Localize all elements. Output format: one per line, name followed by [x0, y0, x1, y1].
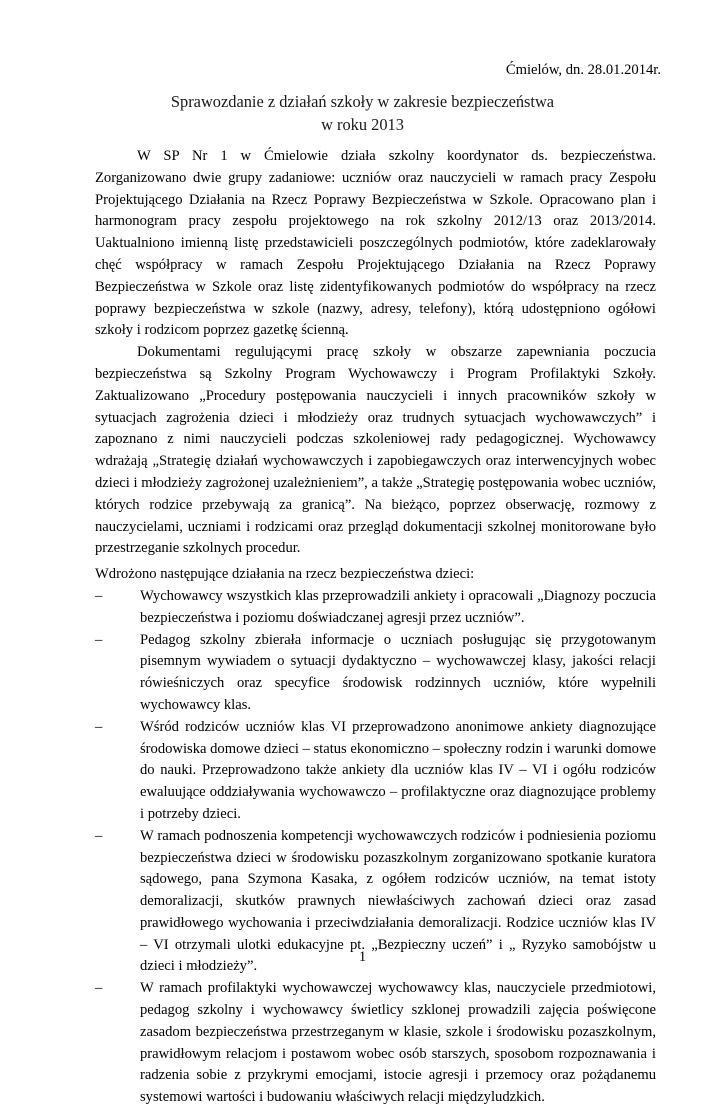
list-item-text: Wśród rodziców uczniów klas VI przeprowadzono anonimowe ankiety diagnozujące środowiska domowe dzieci – status ekonomiczno – społeczny rodzin i warunki domowe do nauki. Przeprowadzono także ankiety dla uczniów klas IV – VI i ogółu rodziców ewaluujące oddziaływania wychowawczo – profilaktyczne oraz diagnozujące problemy i potrzeby dzieci. — [140, 718, 656, 822]
document-title — [0, 90, 725, 136]
list-item-text: W ramach podnoszenia kompetencji wychowawczych rodziców i podniesienia poziomu bezpieczeństwa dzieci w środowisku pozaszkolnym zorganizowano spotkanie kuratora sądowego, pana Szymona Kasaka, z ogółem rodziców uczniów, na temat istoty demoralizacji, skutków prawnych niewłaściwych zachowań dzieci oraz zasad prawidłowego wychowania i przeciwdziałania demoralizacji. Rodzice uczniów klas IV – VI otrzymali ulotki edukacyjne pt. „Bezpieczny uczeń” i „ Ryzyko samobójstw u dzieci i młodzieży”. — [140, 827, 656, 975]
list-item-text: W ramach profilaktyki wychowawczej wychowawcy klas, nauczyciele przedmiotowi, pedagog szkolny i wychowawcy świetlicy szklonej prowadzili zajęcia poświęcone zasadom bezpieczeństwa przestrzeganym w klasie, szkole i środowisku pozaszkolnym, prawidłowym relacjom i postawom wobec osób starszych, sposobom rozpoznawania i radzenia sobie z przykrymi emocjami, istocie agresji i przemocy oraz pożądanemu systemowi wartości i budowaniu właściwych relacji międzyludzkich. — [140, 980, 656, 1106]
list-item — [95, 717, 656, 826]
list-item-text: Pedagog szkolny zbierała informacje o uczniach posługując się przygotowanym pisemnym wywiadem o sytuacji dydaktyczno – wychowawczej klasy, jakości relacji rówieśniczych oraz specyfice środowisk rodzinnych uczniów, które wypełnili wychowawcy klas. — [140, 631, 656, 713]
list-item-text: Wychowawcy wszystkich klas przeprowadzili ankiety i opracowali „Diagnozy poczucia bezpieczeństwa i poziomu doświadczanej agresji przez uczniów”. — [140, 587, 656, 626]
dash-bullet: – — [95, 827, 103, 844]
list-item — [95, 978, 656, 1109]
dash-bullet: – — [95, 980, 103, 997]
list-item — [95, 630, 656, 717]
list-intro: Wdrożono następujące działania na rzecz bezpieczeństwa dzieci: — [95, 566, 475, 583]
paragraph: Dokumentami regulującymi pracę szkoły w obszarze zapewniania poczucia bezpieczeństwa są Szkolny Program Wychowawczy i Program Profilaktyki Szkoły. Zaktualizowano „Procedury postępowania nauczycieli i innych pracowników szkoły w sytuacjach zagrożenia dzieci i młodzieży oraz trudnych sytuacjach wychowawczych” i zapoznano z nimi nauczycieli podczas szkoleniowej rady pedagogicznej. Wychowawcy wdrażają „Strategię działań wychowawczych i zapobiegawczych oraz interwencyjnych wobec dzieci i młodzieży zagrożonej uzależnieniem”, a także „Strategię postępowania wobec uczniów, których rodzice przebywają za granicą”. Na bieżąco, poprzez obserwację, rozmowy z nauczycielami, uczniami i rodzicami oraz przegląd dokumentacji szkolnej monitorowane było przestrzeganie szkolnych procedur. — [95, 344, 656, 557]
title-line-1: Sprawozdanie z działań szkoły w zakresie bezpieczeństwa — [170, 92, 555, 111]
dash-bullet: – — [95, 718, 103, 735]
list-item — [95, 586, 656, 630]
date-line: Ćmielów, dn. 28.01.2014r. — [505, 62, 661, 78]
dash-bullet: – — [95, 587, 103, 604]
title-line-2: w roku 2013 — [321, 115, 404, 134]
action-list — [95, 586, 656, 1109]
paragraph: W SP Nr 1 w Ćmielowie działa szkolny koordynator ds. bezpieczeństwa. Zorganizowano dwie grupy zadaniowe: uczniów oraz nauczycieli w ramach pracy Zespołu Projektującego Działania na Rzecz Poprawy Bezpieczeństwa w Szkole. Opracowano plan i harmonogram pracy zespołu projektowego na rok szkolny 2012/13 oraz 2013/2014. Uaktualniono imienną listę przedstawicieli poszczególnych podmiotów, które zadeklarowały chęć współpracy w ramach Zespołu Projektującego Działania na Rzecz Poprawy Bezpieczeństwa w Szkole oraz listę zidentyfikowanych podmiotów do współpracy na rzecz poprawy bezpieczeństwa w szkole (nazwy, adresy, telefony), którą udostępniono ogółowi szkoły i rodzicom poprzez gazetkę ścienną. — [95, 148, 656, 339]
page-number: 1 — [358, 949, 367, 965]
dash-bullet: – — [95, 631, 103, 648]
